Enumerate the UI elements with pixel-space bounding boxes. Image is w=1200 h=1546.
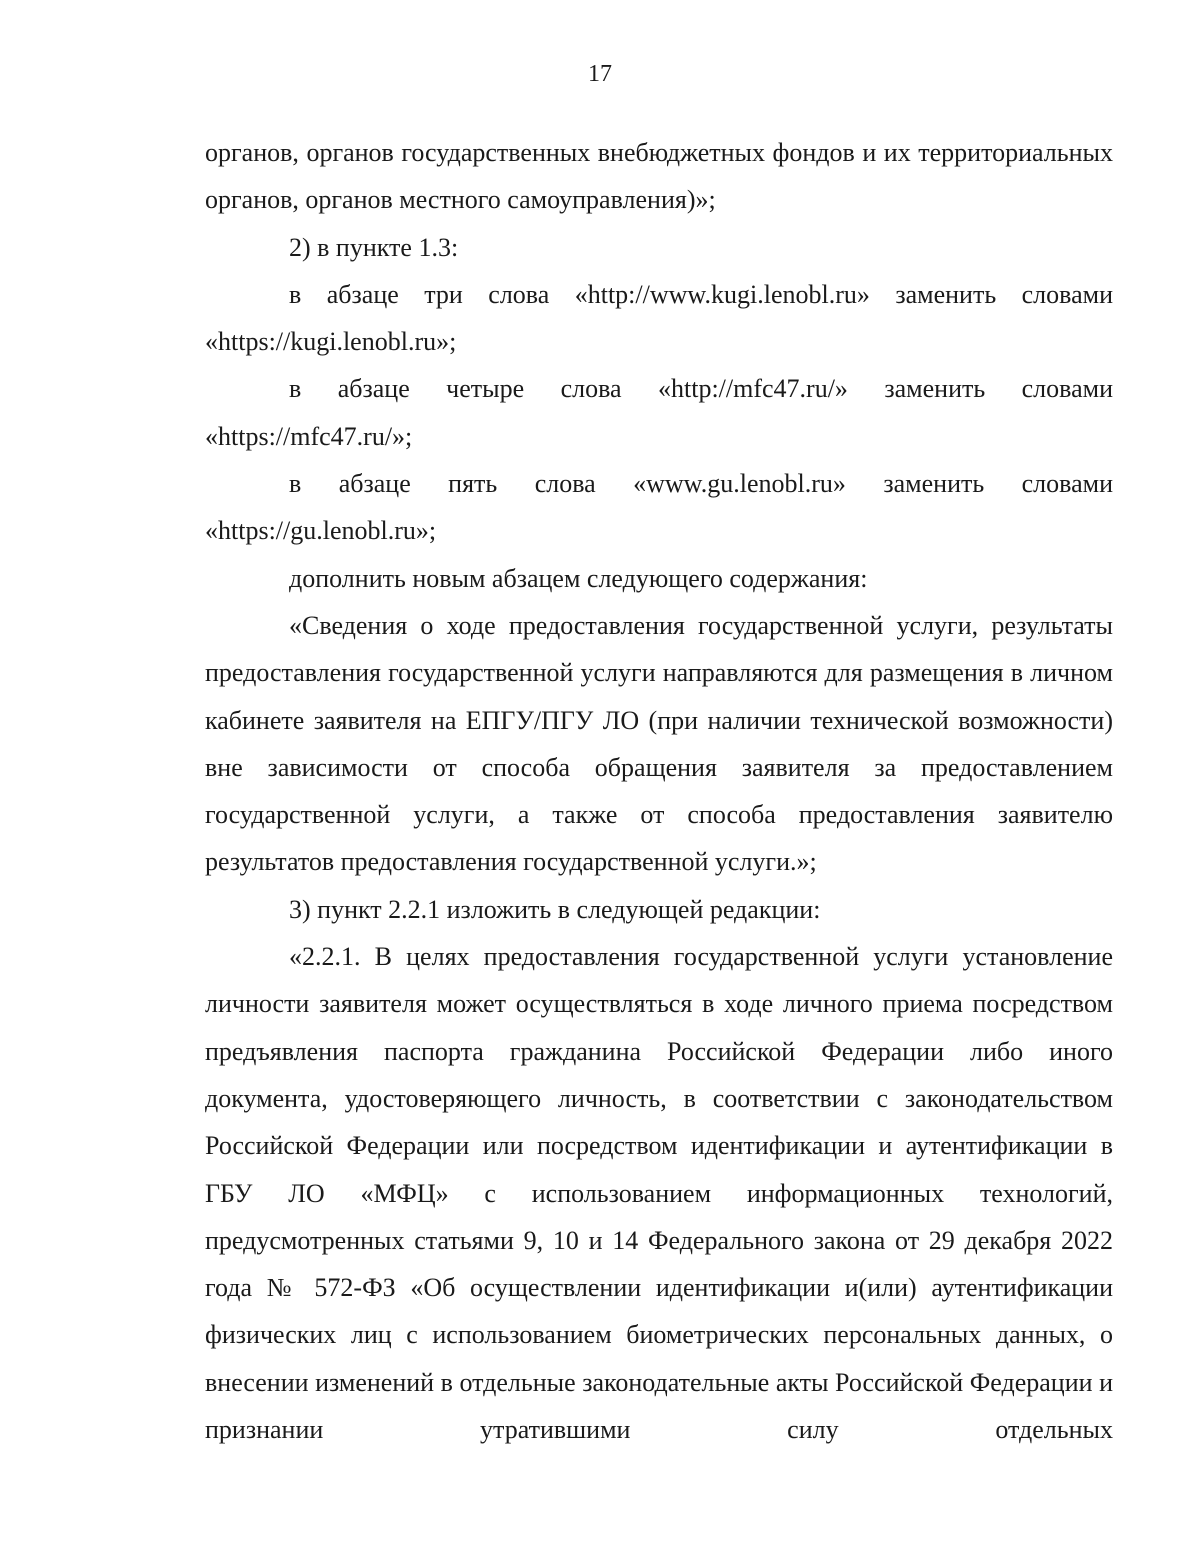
paragraph-item-2: 2) в пункте 1.3: bbox=[289, 232, 459, 262]
paragraph-quoted-info: «Сведения о ходе предоставления государственной услуги, результаты предоставления государственной услуги направляются для размещения в личном кабинете заявителя на ЕПГУ/ПГУ ЛО (при наличии технической возможности) вне зависимости от способа обращения заявителя за предоставлением государственной услуги, а также от способа предоставления заявителю результатов предоставления государственной услуги.»; bbox=[205, 610, 1113, 877]
paragraph-abzac-four: в абзаце четыре слова «http://mfc47.ru/» заменить словами «https://mfc47.ru/»; bbox=[205, 374, 1113, 451]
paragraph-abzac-three: в абзаце три слова «http://www.kugi.lenobl.ru» заменить словами «https://kugi.lenobl.ru»; bbox=[205, 279, 1113, 357]
paragraph-add-new: дополнить новым абзацем следующего содержания: bbox=[289, 563, 868, 593]
document-body bbox=[205, 129, 1113, 1453]
paragraph-item-3: 3) пункт 2.2.1 изложить в следующей редакции: bbox=[289, 894, 821, 924]
paragraph-quoted-2-2-1: «2.2.1. В целях предоставления государственной услуги установление личности заявителя может осуществляться в ходе личного приема посредством предъявления паспорта гражданина Российской Федерации либо иного документа, удостоверяющего личность, в соответствии с законодательством Российской Федерации или посредством идентификации и аутентификации в ГБУ ЛО «МФЦ» с использованием информационных технологий, предусмотренных статьями 9, 10 и 14 Федерального закона от 29 декабря 2022 года № 572-ФЗ «Об осуществлении идентификации и(или) аутентификации физических лиц с использованием биометрических персональных данных, о внесении изменений в отдельные законодательные акты Российской Федерации и признании утратившими силу отдельных bbox=[205, 942, 1113, 1445]
paragraph-abzac-five: в абзаце пять слова «www.gu.lenobl.ru» заменить словами «https://gu.lenobl.ru»; bbox=[205, 469, 1113, 546]
paragraph-continuation: органов, органов государственных внебюджетных фондов и их территориальных органов, органов местного самоуправления)»; bbox=[205, 138, 1113, 215]
page-number: 17 bbox=[588, 61, 612, 87]
